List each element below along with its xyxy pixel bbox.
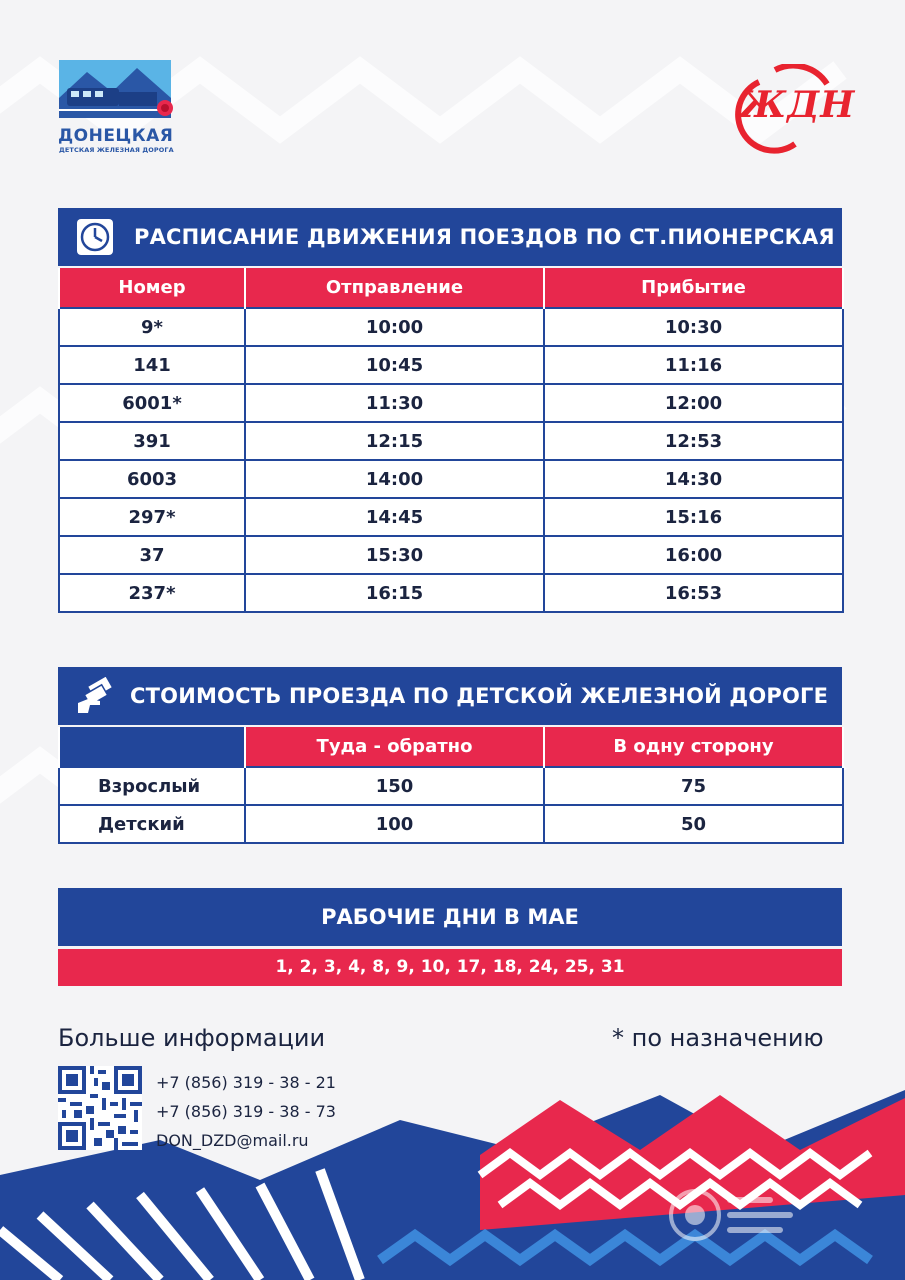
table-row <box>59 384 843 422</box>
phone-2[interactable]: +7 (856) 319 - 38 - 73 <box>156 1102 336 1121</box>
money-hand-icon <box>76 677 114 715</box>
departure-time: 12:15 <box>245 422 544 460</box>
table-row <box>59 536 843 574</box>
email-link[interactable]: DON_DZD@mail.ru <box>156 1131 309 1150</box>
table-row <box>59 308 843 346</box>
fare-category: Детский <box>59 805 245 843</box>
col-arrival-header: Прибытие <box>544 268 843 308</box>
fare-category: Взрослый <box>59 767 245 805</box>
departure-time: 10:00 <box>245 308 544 346</box>
table-row <box>59 346 843 384</box>
col-round-trip-header: Туда - обратно <box>245 727 544 767</box>
arrival-time: 12:00 <box>544 384 843 422</box>
arrival-time: 11:16 <box>544 346 843 384</box>
departure-time: 11:30 <box>245 384 544 422</box>
arrival-time: 15:16 <box>544 498 843 536</box>
watermark-logo <box>665 1180 865 1250</box>
table-row <box>59 498 843 536</box>
schedule-table <box>58 268 844 613</box>
arrival-time: 16:00 <box>544 536 843 574</box>
contacts-block <box>156 1068 336 1155</box>
arrival-time: 12:53 <box>544 422 843 460</box>
logo-title: ДОНЕЦКАЯ <box>58 126 174 146</box>
train-number: 6001* <box>59 384 245 422</box>
qr-code-icon[interactable] <box>58 1066 142 1150</box>
train-number: 391 <box>59 422 245 460</box>
clock-icon <box>76 218 114 256</box>
zhdn-logo <box>715 64 856 154</box>
departure-time: 14:00 <box>245 460 544 498</box>
table-row <box>59 767 843 805</box>
train-number: 141 <box>59 346 245 384</box>
footnote: * по назначению <box>612 1024 824 1052</box>
phone-1[interactable]: +7 (856) 319 - 38 - 21 <box>156 1073 336 1092</box>
train-number: 237* <box>59 574 245 612</box>
col-one-way-header: В одну сторону <box>544 727 843 767</box>
departure-time: 15:30 <box>245 536 544 574</box>
table-row <box>59 805 843 843</box>
train-number: 297* <box>59 498 245 536</box>
donetsk-railway-logo <box>57 58 177 158</box>
workdays-list: 1, 2, 3, 4, 8, 9, 10, 17, 18, 24, 25, 31 <box>58 949 842 986</box>
more-info-heading: Больше информации <box>58 1024 326 1052</box>
schedule-header-row <box>59 268 843 308</box>
col-departure-header: Отправление <box>245 268 544 308</box>
table-row <box>59 574 843 612</box>
fares-title: СТОИМОСТЬ ПРОЕЗДА ПО ДЕТСКОЙ ЖЕЛЕЗНОЙ ДОРОГЕ <box>130 684 829 708</box>
round-trip-price: 100 <box>245 805 544 843</box>
arrival-time: 10:30 <box>544 308 843 346</box>
col-number-header: Номер <box>59 268 245 308</box>
fares-table <box>58 727 844 844</box>
train-icon <box>57 58 175 124</box>
table-row <box>59 422 843 460</box>
train-number: 6003 <box>59 460 245 498</box>
departure-time: 16:15 <box>245 574 544 612</box>
train-number: 9* <box>59 308 245 346</box>
departure-time: 14:45 <box>245 498 544 536</box>
round-trip-price: 150 <box>245 767 544 805</box>
arrival-time: 14:30 <box>544 460 843 498</box>
train-number: 37 <box>59 536 245 574</box>
schedule-title: РАСПИСАНИЕ ДВИЖЕНИЯ ПОЕЗДОВ ПО СТ.ПИОНЕРСКАЯ <box>134 225 835 249</box>
schedule-header <box>58 208 842 266</box>
fares-header <box>58 667 842 725</box>
one-way-price: 75 <box>544 767 843 805</box>
fares-header-row <box>59 727 843 767</box>
one-way-price: 50 <box>544 805 843 843</box>
arrival-time: 16:53 <box>544 574 843 612</box>
departure-time: 10:45 <box>245 346 544 384</box>
logo-subtitle: ДЕТСКАЯ ЖЕЛЕЗНАЯ ДОРОГА <box>59 146 174 154</box>
zhdn-logo-text: ЖДН <box>739 84 856 126</box>
workdays-title: РАБОЧИЕ ДНИ В МАЕ <box>58 888 842 946</box>
fares-blank-header <box>59 727 245 767</box>
table-row <box>59 460 843 498</box>
